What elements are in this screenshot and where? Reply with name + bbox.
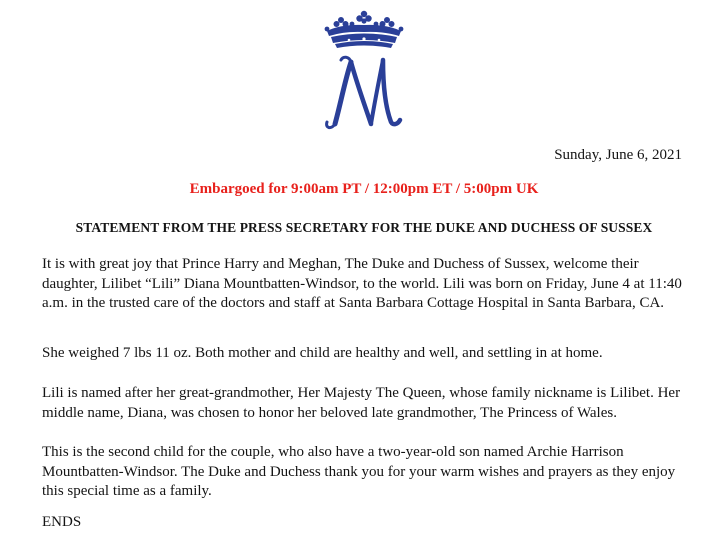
paragraph-second-child: This is the second child for the couple, who also have a two-year-old son named Archie Harrison Mountbatten-Windsor. The Duke and Duchess thank you for your warm wishes and prayers as they enjoy this special time as a family. <box>42 444 676 499</box>
statement-heading: STATEMENT FROM THE PRESS SECRETARY FOR THE DUKE AND DUCHESS OF SUSSEX <box>75 220 653 235</box>
paragraph-weight: She weighed 7 lbs 11 oz. Both mother and child are healthy and well, and settling in at home. <box>42 345 603 361</box>
embargo-notice: Embargoed for 9:00am PT / 12:00pm ET / 5:00pm UK <box>189 181 539 197</box>
crowned-m-monogram-logo <box>321 10 407 134</box>
paragraph-birth-announcement: It is with great joy that Prince Harry and Meghan, The Duke and Duchess of Sussex, welcome their daughter, Lilibet “Lili” Diana Mountbatten-Windsor, to the world. Lili was born on Friday, June 4 at 11:40 a.m. in the trusted care of the doctors and staff at Santa Barbara Cottage Hospital in Santa Barbara, CA. <box>42 256 682 311</box>
ends-marker: ENDS <box>42 514 82 530</box>
paragraph-name-origin: Lili is named after her great-grandmother, Her Majesty The Queen, whose family nickname is Lilibet. Her middle name, Diana, was chosen to honor her beloved late grandmother, The Princess of Wales. <box>42 385 681 421</box>
release-date: Sunday, June 6, 2021 <box>554 147 682 163</box>
